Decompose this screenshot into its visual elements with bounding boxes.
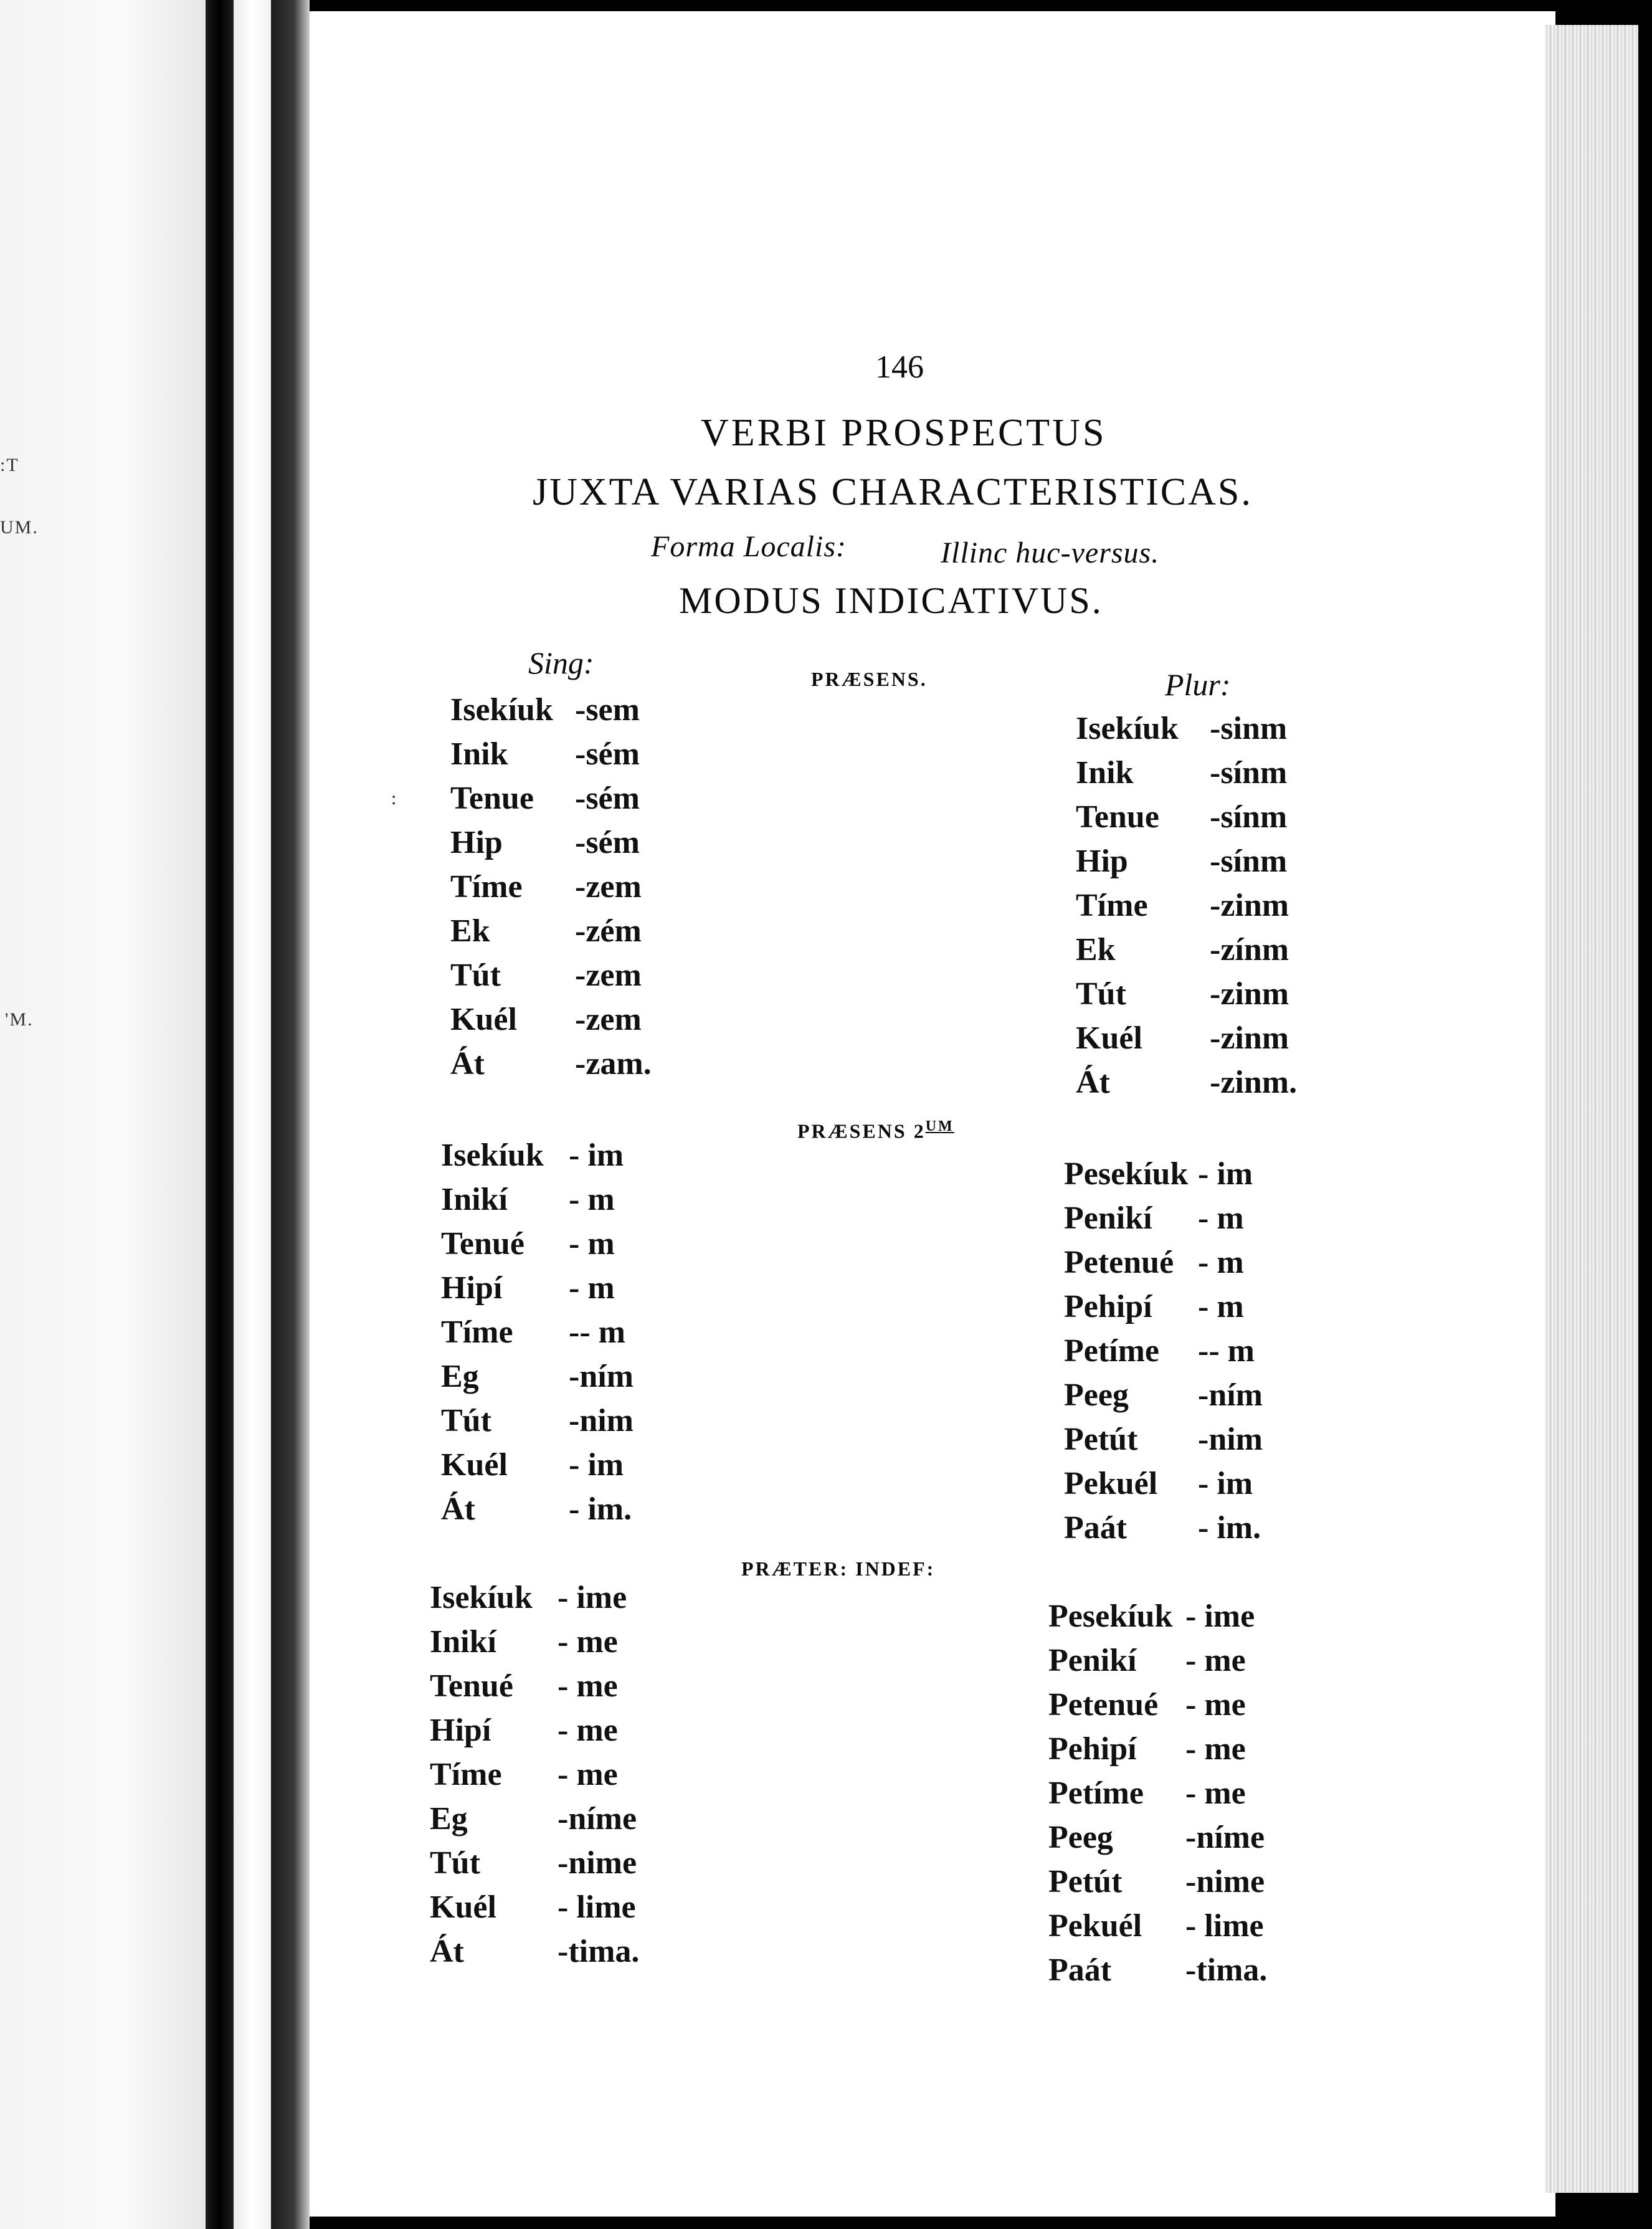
verb-ending: -zém [575,913,642,949]
pronoun: Tút [430,1845,480,1881]
pronoun: Paát [1064,1510,1127,1546]
conjugation-row [450,957,652,1001]
conjugation-row [450,868,652,913]
conjugation-row [1048,1598,1267,1642]
conjugation-row [441,1447,634,1491]
pronoun: Pesekíuk [1064,1156,1189,1192]
pronoun: Tút [1076,976,1126,1012]
conjugation-row [441,1314,634,1358]
pronoun: Penikí [1048,1643,1137,1678]
page-number: 146 [875,349,924,385]
verb-ending: -tima. [558,1934,640,1969]
conjugation-row [441,1270,634,1314]
pronoun: Petút [1048,1864,1123,1899]
book-gutter [206,0,234,2229]
conjugation-row [1064,1200,1263,1244]
pronoun: Isekíuk [430,1580,533,1615]
pronoun: Tenué [441,1226,525,1262]
conjugation-row [450,1001,652,1045]
forma-value: Illinc huc-versus. [941,536,1160,569]
modus-heading: MODUS INDICATIVUS. [679,580,1103,621]
verb-ending: -zinm. [1210,1065,1298,1100]
section-title: PRÆTER: INDEF: [741,1557,936,1580]
pronoun: Át [1076,1065,1110,1100]
pronoun: Petenué [1048,1687,1159,1723]
verb-ending: -nim [569,1403,634,1438]
page-stack-edge [1545,25,1638,2193]
verb-ending: - im [1198,1156,1253,1192]
pronoun: Eg [430,1801,468,1837]
pronoun: Petút [1064,1422,1138,1457]
conjugation-row [1048,1908,1267,1952]
pronoun: Tenué [430,1668,513,1704]
verb-ending: -zinm [1210,976,1289,1012]
pronoun: Paát [1048,1952,1112,1988]
verb-ending: - lime [558,1889,636,1925]
verb-ending: -ním [1198,1377,1263,1413]
forma-label: Forma Localis: [651,530,847,563]
verb-ending: -sem [575,692,640,728]
verb-ending: -zam. [575,1046,652,1081]
verb-ending: -- m [1198,1333,1255,1369]
verb-ending: - m [569,1226,615,1262]
verb-ending: - me [1185,1687,1246,1723]
verb-ending: -nime [558,1845,637,1881]
conjugation-row [1076,754,1297,799]
pronoun: Át [430,1934,464,1969]
verb-ending: - im. [569,1491,632,1527]
verb-ending: - me [558,1757,618,1792]
plur-label: Plur: [1165,667,1231,702]
conjugation-row [430,1933,639,1977]
plur-column [1076,710,1297,1108]
pronoun: Át [441,1491,475,1527]
conjugation-row [1076,931,1297,976]
pronoun: Tíme [430,1757,502,1792]
verb-ending: -zínm [1210,932,1289,967]
conjugation-row [1064,1288,1263,1333]
conjugation-row [430,1845,639,1889]
pronoun: Isekíuk [450,692,553,728]
conjugation-row [1076,799,1297,843]
pronoun: Tút [450,958,501,993]
conjugation-row [441,1358,634,1402]
pronoun: Inik [1076,755,1134,791]
pronoun: Hipí [441,1270,503,1306]
pronoun: Petenué [1064,1245,1174,1280]
verb-ending: -zinm [1210,1020,1289,1056]
pronoun: Inikí [430,1624,496,1660]
pronoun: Pehipí [1064,1289,1152,1324]
conjugation-row [441,1402,634,1447]
verb-ending: -sém [575,825,640,860]
conjugation-row [1064,1377,1263,1421]
conjugation-row [1076,976,1297,1020]
pronoun: Petíme [1048,1775,1144,1811]
verb-ending: -zem [575,869,642,905]
verb-ending: - me [1185,1643,1246,1678]
pronoun: Át [450,1046,485,1081]
verb-ending: -níme [1185,1820,1265,1855]
left-page-fragment: :T [0,455,19,475]
book-gutter-edge [271,0,310,2229]
pronoun: Peeg [1064,1377,1129,1413]
pronoun: Eg [441,1359,479,1394]
section-title: PRÆSENS. [811,668,928,690]
sing-column [430,1579,639,1977]
verb-ending: - im [569,1138,624,1173]
verb-ending: - m [569,1270,615,1306]
pronoun: Tíme [450,869,523,905]
pronoun: Petíme [1064,1333,1160,1369]
verb-ending: -sínm [1210,799,1288,835]
conjugation-row [450,692,652,736]
verb-ending: - me [558,1624,618,1660]
pronoun: Tenue [1076,799,1159,835]
pronoun: Hip [1076,844,1128,879]
sing-label: Sing: [528,645,594,680]
conjugation-row [430,1668,639,1712]
sing-column [450,692,652,1090]
verb-ending: -sínm [1210,755,1288,791]
pronoun: Inik [450,736,508,772]
verb-ending: -sém [575,736,640,772]
conjugation-row [1048,1775,1267,1819]
conjugation-row [1048,1686,1267,1731]
verb-ending: -sém [575,781,640,816]
conjugation-row [430,1579,639,1623]
pronoun: Hip [450,825,503,860]
pronoun: Peeg [1048,1820,1113,1855]
plur-column [1048,1598,1267,1996]
conjugation-row [1048,1819,1267,1863]
conjugation-row [1064,1509,1263,1554]
pronoun: Pekuél [1048,1908,1142,1944]
conjugation-row [1076,1064,1297,1108]
verb-ending: - me [558,1668,618,1704]
pronoun: Tíme [441,1314,513,1350]
conjugation-row [1048,1642,1267,1686]
pronoun: Hipí [430,1713,491,1748]
conjugation-row [1048,1952,1267,1996]
pronoun: Tíme [1076,888,1148,923]
margin-mark: : [391,788,398,809]
conjugation-row [450,780,652,824]
conjugation-row [441,1225,634,1270]
book-gutter-highlight [234,0,271,2229]
pronoun: Kuél [441,1447,508,1483]
verb-ending: -zem [575,1002,642,1037]
pronoun: Tút [441,1403,491,1438]
pronoun: Tenue [450,781,534,816]
conjugation-row [430,1756,639,1800]
verb-ending: -nime [1185,1864,1265,1899]
conjugation-row [1076,1020,1297,1064]
verb-ending: -ním [569,1359,634,1394]
conjugation-row [450,913,652,957]
verb-ending: - m [1198,1200,1244,1236]
left-page-fragment: UM. [0,517,39,538]
section-title: PRÆSENS $2^{UM}$ [797,1118,954,1143]
conjugation-row [1064,1244,1263,1288]
verb-ending: - m [569,1182,615,1217]
conjugation-row [1048,1731,1267,1775]
conjugation-row [1048,1863,1267,1908]
conjugation-row [430,1800,639,1845]
verb-ending: - im [569,1447,624,1483]
verb-ending: -sinm [1210,711,1288,746]
conjugation-row [1064,1156,1263,1200]
conjugation-row [1064,1465,1263,1509]
conjugation-row [1064,1421,1263,1465]
conjugation-row [1064,1333,1263,1377]
pronoun: Ek [1076,932,1116,967]
conjugation-row [450,1045,652,1090]
verb-ending: -zem [575,958,642,993]
pronoun: Kuél [450,1002,517,1037]
verb-ending: - m [1198,1289,1244,1324]
conjugation-row [1076,710,1297,754]
verb-ending: - lime [1185,1908,1264,1944]
page-title: VERBI PROSPECTUS [701,412,1107,454]
pronoun: Kuél [430,1889,496,1925]
conjugation-row [450,824,652,868]
left-facing-page [0,0,206,2229]
verb-ending: - m [1198,1245,1244,1280]
pronoun: Pehipí [1048,1731,1137,1767]
conjugation-row [430,1623,639,1668]
sing-column [441,1137,634,1535]
conjugation-row [1076,843,1297,887]
conjugation-row [430,1889,639,1933]
conjugation-row [441,1491,634,1535]
verb-ending: - me [1185,1775,1246,1811]
pronoun: Penikí [1064,1200,1152,1236]
verb-ending: -sínm [1210,844,1288,879]
verb-ending: - me [1185,1731,1246,1767]
verb-ending: - im [1198,1466,1253,1501]
pronoun: Kuél [1076,1020,1142,1056]
conjugation-row [441,1181,634,1225]
verb-ending: - im. [1198,1510,1261,1546]
verb-ending: -nim [1198,1422,1263,1457]
pronoun: Pesekíuk [1048,1599,1173,1634]
pronoun: Pekuél [1064,1466,1158,1501]
verb-ending: -níme [558,1801,637,1837]
left-page-fragment: 'M. [5,1009,34,1030]
pronoun: Isekíuk [1076,711,1179,746]
verb-ending: -zinm [1210,888,1289,923]
page-subtitle: JUXTA VARIAS CHARACTERISTICAS. [533,471,1253,513]
pronoun: Inikí [441,1182,508,1217]
verb-ending: - me [558,1713,618,1748]
conjugation-row [430,1712,639,1756]
verb-ending: -tima. [1185,1952,1268,1988]
conjugation-row [450,736,652,780]
verb-ending: - ime [558,1580,627,1615]
conjugation-row [1076,887,1297,931]
conjugation-row [441,1137,634,1181]
pronoun: Ek [450,913,490,949]
verb-ending: -- m [569,1314,625,1350]
verb-ending: - ime [1185,1599,1255,1634]
plur-column [1064,1156,1263,1554]
pronoun: Isekíuk [441,1138,544,1173]
